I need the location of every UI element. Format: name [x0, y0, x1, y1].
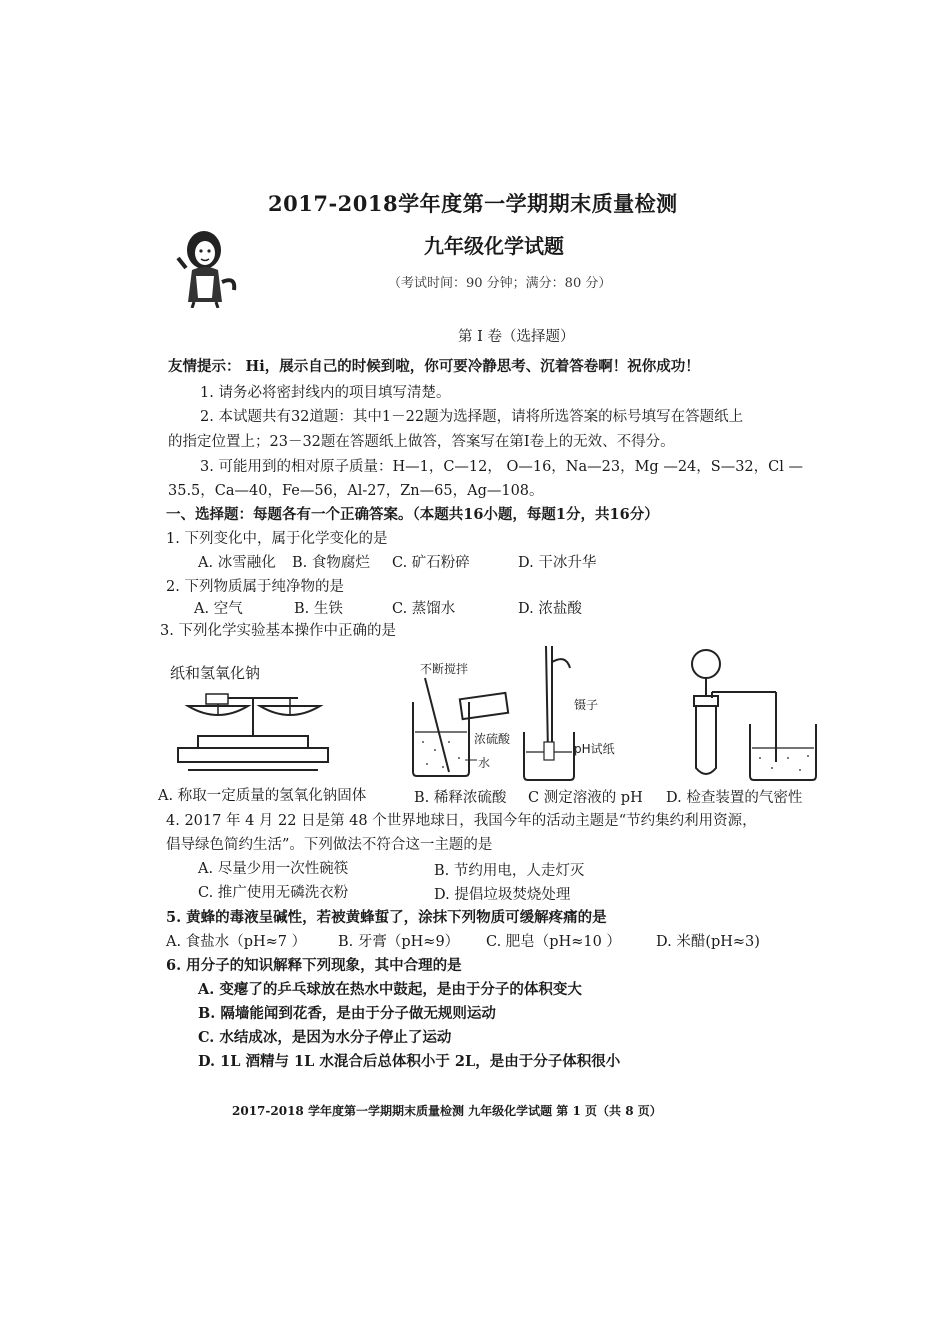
- figure-balance: [168, 680, 338, 780]
- part1-heading: 一、选择题：每题各有一个正确答案。（本题共16小题，每题1分，共16分）: [166, 506, 659, 523]
- q5-stem: 5. 黄蜂的毒液呈碱性，若被黄蜂蜇了，涂抹下列物质可缓解疼痛的是: [166, 909, 607, 926]
- q1-option-b: B. 食物腐烂: [292, 555, 370, 571]
- q6-option-c: C. 水结成冰，是因为水分子停止了运动: [198, 1029, 452, 1046]
- q5-option-d: D. 米醋(pH≈3): [656, 934, 760, 950]
- q1-stem: 1. 下列变化中，属于化学变化的是: [166, 531, 388, 547]
- section-heading: 第 Ⅰ 卷（选择题）: [458, 329, 575, 345]
- tips-item-3-line2: 35.5，Ca—40，Fe—56，Al-27，Zn—65，Ag—108。: [168, 483, 544, 499]
- exam-subtitle: 九年级化学试题: [424, 234, 564, 258]
- figure-c-ph-paper-label: pH试纸: [574, 742, 615, 756]
- q4-option-a: A. 尽量少用一次性碗筷: [198, 861, 349, 877]
- q3-option-b: B. 稀释浓硫酸: [414, 790, 507, 806]
- page-footer: 2017-2018 学年度第一学期期末质量检测 九年级化学试题 第 1 页（共 8 页）: [232, 1104, 662, 1118]
- q2-option-d: D. 浓盐酸: [518, 601, 582, 617]
- tips-item-1: 1. 请务必将密封线内的项目填写清楚。: [200, 385, 451, 401]
- q6-stem: 6. 用分子的知识解释下列现象，其中合理的是: [166, 957, 462, 974]
- figure-c-tweezers-label: 镊子: [574, 698, 599, 712]
- q3-option-a: A. 称取一定质量的氢氧化钠固体: [158, 788, 367, 804]
- q5-option-b: B. 牙膏（pH≈9）: [338, 934, 460, 950]
- figure-b-stirring-label: 不断搅拌: [420, 662, 469, 676]
- q4-option-b: B. 节约用电，人走灯灭: [434, 863, 585, 879]
- q3-option-c: C 测定溶液的 pH: [528, 790, 643, 806]
- figure-a-label: 纸和氢氧化钠: [170, 664, 261, 682]
- tips-item-2-line2: 的指定位置上；23－32题在答题纸上做答，答案写在第Ⅰ卷上的无效、不得分。: [168, 434, 675, 450]
- q2-stem: 2. 下列物质属于纯净物的是: [166, 579, 344, 595]
- figure-dilution: [405, 672, 520, 782]
- q6-option-b: B. 隔墙能闻到花香，是由于分子做无规则运动: [198, 1005, 496, 1022]
- figure-b-acid-label: 浓硫酸: [474, 732, 511, 746]
- tips-item-3-line1: 3. 可能用到的相对原子质量：H—1，C—12， O—16，Na—23，Mg —24，S—32，Cl —: [200, 459, 804, 475]
- q4-option-c: C. 推广使用无磷洗衣粉: [198, 885, 349, 901]
- q5-option-a: A. 食盐水（pH≈7 ）: [166, 934, 307, 950]
- q4-option-d: D. 提倡垃圾焚烧处理: [434, 887, 571, 903]
- q1-option-a: A. 冰雪融化: [198, 555, 276, 571]
- q6-option-d: D. 1L 酒精与 1L 水混合后总体积小于 2L，是由于分子体积很小: [198, 1053, 621, 1070]
- q3-option-d: D. 检查装置的气密性: [666, 790, 803, 806]
- q2-option-b: B. 生铁: [294, 601, 343, 617]
- figure-airtightness: [678, 644, 828, 784]
- q1-option-d: D. 干冰升华: [518, 555, 597, 571]
- q6-option-a: A. 变瘪了的乒乓球放在热水中鼓起，是由于分子的体积变大: [198, 981, 582, 998]
- figure-ph-test: [518, 642, 580, 782]
- mascot-illustration: [172, 228, 244, 308]
- q2-option-a: A. 空气: [194, 601, 243, 617]
- q5-option-c: C. 肥皂（pH≈10 ）: [486, 934, 621, 950]
- tips-intro-text: 友情提示： Hi，展示自己的时候到啦，你可要冷静思考、沉着答卷啊！祝你成功！: [168, 358, 700, 375]
- q2-option-c: C. 蒸馏水: [392, 601, 456, 617]
- exam-title: 2017-2018学年度第一学期期末质量检测: [268, 191, 678, 216]
- tips-intro: [168, 355, 700, 376]
- tips-item-2-line1: 2. 本试题共有32道题：其中1－22题为选择题，请将所选答案的标号填写在答题纸上: [200, 409, 744, 425]
- exam-info: （考试时间：90 分钟；满分：80 分）: [388, 276, 612, 291]
- q4-stem-line1: 4. 2017 年 4 月 22 日是第 48 个世界地球日，我国今年的活动主题是“节约集约利用资源，: [166, 813, 757, 829]
- figure-b-water-label: 水: [478, 756, 491, 770]
- q1-option-c: C. 矿石粉碎: [392, 555, 470, 571]
- q4-stem-line2: 倡导绿色简约生活”。下列做法不符合这一主题的是: [166, 837, 493, 853]
- q3-stem: 3. 下列化学实验基本操作中正确的是: [160, 623, 396, 639]
